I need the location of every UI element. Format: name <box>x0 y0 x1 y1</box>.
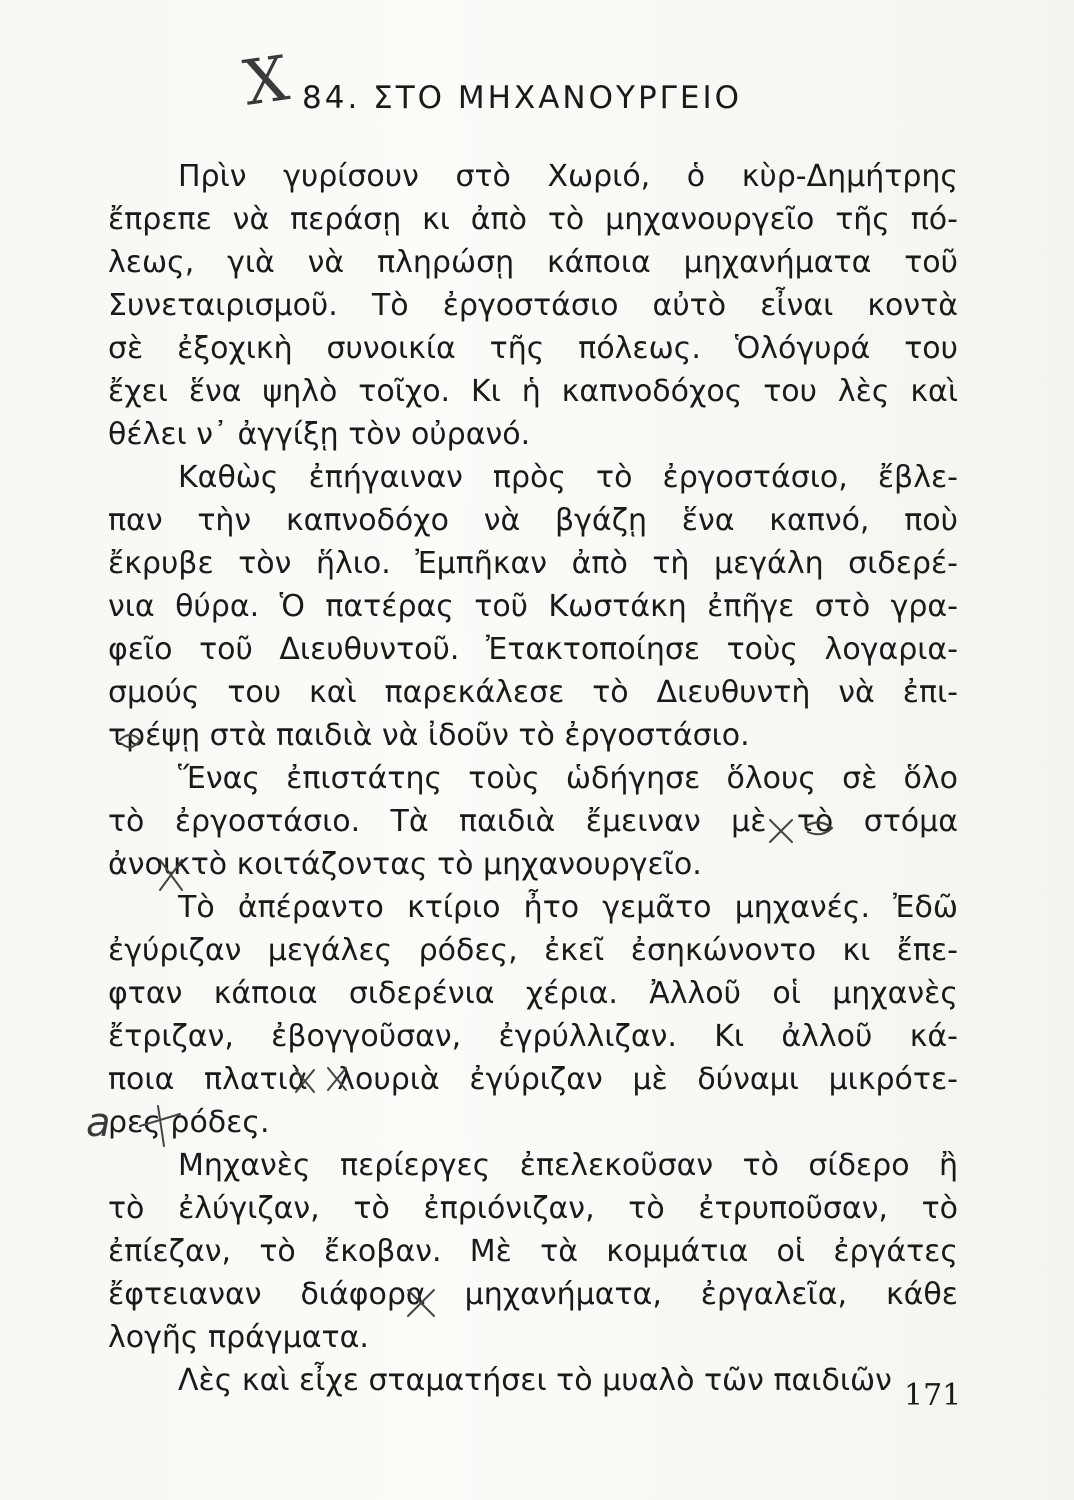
text-line: θέλει ν᾽ ἀγγίξῃ τὸν οὐρανό. <box>108 417 531 452</box>
text-line: Πρὶν γυρίσουν στὸ Χωριό, ὁ κὺρ-Δημήτρης <box>178 159 958 194</box>
text-line: σμούς του καὶ παρεκάλεσε τὸ Διευθυντὴ νὰ ἐπι- <box>108 675 958 710</box>
text-line: τὸ ἐργοστάσιο. Τὰ παιδιὰ ἔμειναν μὲ τὸ στόμα <box>108 804 958 839</box>
paragraph-6 <box>108 1359 958 1402</box>
text-line: παν τὴν καπνοδόχο νὰ βγάζῃ ἕνα καπνό, ποὺ <box>108 503 958 538</box>
text-line: Μηχανὲς περίεργες ἐπελεκοῦσαν τὸ σίδερο ἢ <box>178 1148 958 1183</box>
text-line: ἔπρεπε νὰ περάσῃ κι ἀπὸ τὸ μηχανουργεῖο τῆς πό- <box>108 202 958 237</box>
text-line: ἔκρυβε τὸν ἥλιο. Ἐμπῆκαν ἀπὸ τὴ μεγάλη σιδερέ- <box>108 546 958 581</box>
handwritten-x-mark: X <box>239 41 294 120</box>
text-line: τρέψῃ στὰ παιδιὰ νὰ ἰδοῦν τὸ ἐργοστάσιο. <box>108 718 750 753</box>
text-line: ἔφτειαναν διάφορα μηχανήματα, ἐργαλεῖα, κάθε <box>108 1277 958 1312</box>
text-line: ποια πλατιὰ λουριὰ ἐγύριζαν μὲ δύναμι μικρότε- <box>108 1062 958 1097</box>
chapter-heading: 84. ΣΤΟ ΜΗΧΑΝΟΥΡΓΕΙΟ <box>302 80 743 116</box>
text-line: λεως, γιὰ νὰ πληρώσῃ κάποια μηχανήματα τοῦ <box>108 245 958 280</box>
text-line: Ἕνας ἐπιστάτης τοὺς ὡδήγησε ὅλους σὲ ὅλο <box>178 761 958 796</box>
page-number: 171 <box>904 1378 962 1413</box>
handwritten-a-mark: a <box>86 1100 111 1146</box>
text-line: Συνεταιρισμοῦ. Τὸ ἐργοστάσιο αὐτὸ εἶναι κοντὰ <box>108 288 958 323</box>
paragraph-2 <box>108 456 958 757</box>
text-line: Λὲς καὶ εἶχε σταματήσει τὸ μυαλὸ τῶν παιδιῶν <box>178 1363 892 1398</box>
text-line: ρες ρόδες. <box>108 1105 270 1140</box>
text-line: τὸ ἐλύγιζαν, τὸ ἐπριόνιζαν, τὸ ἐτρυποῦσαν, τὸ <box>108 1191 958 1226</box>
text-line: ἔτριζαν, ἐβογγοῦσαν, ἐγρύλλιζαν. Κι ἀλλοῦ κά- <box>108 1019 958 1054</box>
text-line: ἐπίεζαν, τὸ ἔκοβαν. Μὲ τὰ κομμάτια οἱ ἐργάτες <box>108 1234 958 1269</box>
paragraph-1 <box>108 155 958 456</box>
text-line: Τὸ ἀπέραντο κτίριο ἦτο γεμᾶτο μηχανές. Ἐδῶ <box>178 890 958 925</box>
paragraph-3 <box>108 757 958 886</box>
text-line: φταν κάποια σιδερένια χέρια. Ἀλλοῦ οἱ μηχανὲς <box>108 976 958 1011</box>
text-line: Καθὼς ἐπήγαιναν πρὸς τὸ ἐργοστάσιο, ἔβλε- <box>178 460 958 495</box>
paragraph-5 <box>108 1144 958 1359</box>
paragraph-4 <box>108 886 958 1144</box>
text-line: ἀνοικτὸ κοιτάζοντας τὸ μηχανουργεῖο. <box>108 847 702 882</box>
body-text <box>108 155 958 1402</box>
text-line: λογῆς πράγματα. <box>108 1320 369 1355</box>
text-line: νια θύρα. Ὁ πατέρας τοῦ Κωστάκη ἐπῆγε στὸ γρα- <box>108 589 958 624</box>
text-line: φεῖο τοῦ Διευθυντοῦ. Ἐτακτοποίησε τοὺς λογαρια- <box>108 632 958 667</box>
text-line: σὲ ἐξοχικὴ συνοικία τῆς πόλεως. Ὁλόγυρά του <box>108 331 958 366</box>
text-line: ἔχει ἕνα ψηλὸ τοῖχο. Κι ἡ καπνοδόχος του λὲς καὶ <box>108 374 958 409</box>
text-line: ἐγύριζαν μεγάλες ρόδες, ἐκεῖ ἐσηκώνοντο κι ἔπε- <box>108 933 958 968</box>
